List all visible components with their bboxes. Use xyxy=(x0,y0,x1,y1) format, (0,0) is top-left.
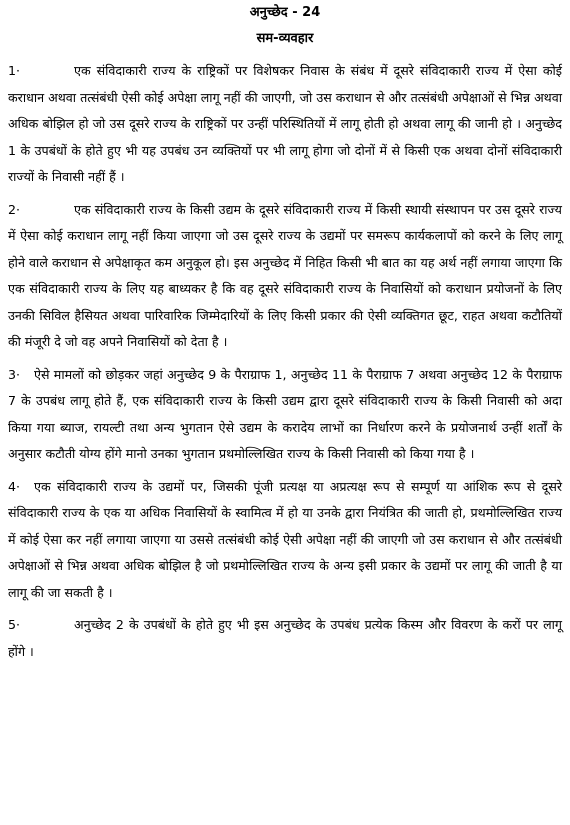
paragraph-number: 3· xyxy=(8,366,21,382)
paragraph-1 xyxy=(8,58,562,191)
paragraph-text: एक संविदाकारी राज्य के उद्यमों पर, जिसकी पूंजी प्रत्यक्ष या अप्रत्यक्ष रूप से सम्पूर्ण या आंशिक रूप से दूसरे संविदाकारी राज्य के एक या अधिक निवासियों के स्वामित्व में हो या उनके द्वारा नियंत्रित की जाती हो, प्रथमोल्लिखित राज्य में कोई ऐसा कर नहीं लगाया जाएगा या उससे तत्संबंधी कोई ऐसी अपेक्षा नहीं की जाएगी जो उस कराधान से और तत्संबंधी अपेक्षाओं से भिन्न अथवा अधिक बोझिल है जो प्रथमोल्लिखित राज्य के अन्य इसी प्रकार के उद्यमों पर लागू की जाती है या लागू की जा सकती है । xyxy=(8,478,562,600)
paragraph-number: 1· xyxy=(8,63,21,78)
paragraph-4 xyxy=(8,474,562,607)
paragraph-5 xyxy=(8,612,562,665)
paragraph-number: 2· xyxy=(8,201,21,217)
paragraph-text: एक संविदाकारी राज्य के किसी उद्यम के दूसरे संविदाकारी राज्य में किसी स्थायी संस्थापन पर उस दूसरे राज्य में ऐसा कोई कराधान लागू नहीं किया जाएगा जो उस दूसरे राज्य के उद्यमों पर समरूप कार्यकलापों को करने के लिए लागू होने वाले कराधान से अपेक्षाकृत कम अनुकूल हो। इस अनुच्छेद में निहित किसी भी बात का यह अर्थ नहीं लगाया जाएगा कि एक संविदाकारी राज्य के लिए यह बाध्यकर है कि वह दूसरे संविदाकारी राज्य के निवासियों को कराधान प्रयोजनों के लिए उनकी सिविल हैसियत अथवा पारिवारिक जिम्मेदारियों के लिए किसी प्रकार की ऐसी व्यक्तिगत छूट, राहत अथवा कटौतियों की मंजूरी दे जो वह अपने निवासियों को देता है । xyxy=(8,201,562,349)
paragraph-text: एक संविदाकारी राज्य के राष्ट्रिकों पर विशेषकर निवास के संबंध में दूसरे संविदाकारी राज्य में ऐसा कोई कराधान अथवा तत्संबंधी ऐसी कोई अपेक्षा लागू नहीं की जाएगी, जो उस कराधान से और तत्संबंधी अपेक्षाओं से भिन्न अथवा अधिक बोझिल हो जो उस दूसरे राज्य के राष्ट्रिकों पर उन्हीं परिस्थितियों में लागू होती हो अथवा लागू की जानी हो । अनुच्छेद 1 के उपबंधों के होते हुए भी यह उपबंध उन व्यक्तियों पर भी लागू होगा जो दोनों में से किसी एक अथवा दोनों संविदाकारी राज्यों के निवासी नहीं हैं । xyxy=(8,63,562,184)
paragraph-number: 5· xyxy=(8,617,21,632)
article-title: सम-व्यवहार xyxy=(256,31,314,46)
paragraph-text: ऐसे मामलों को छोड़कर जहां अनुच्छेद 9 के पैराग्राफ 1, अनुच्छेद 11 के पैराग्राफ 7 अथवा अनुच्छेद 12 के पैराग्राफ 7 के उपबंध लागू होते हैं, एक संविदाकारी राज्य के किसी उद्यम द्वारा दूसरे संविदाकारी राज्य के किसी निवासी को अदा किया गया ब्याज, रायल्टी तथा अन्य भुगतान ऐसे उद्यम के करादेय लाभों का निर्धारण करने के प्रयोजनार्थ उन्हीं शर्तों के अनुसार कटौती योग्य होंगे मानो उनका भुगतान प्रथमोल्लिखित राज्य के किसी निवासी को किया गया है । xyxy=(8,366,562,461)
paragraph-number: 4· xyxy=(8,478,21,494)
paragraph-2 xyxy=(8,197,562,356)
paragraph-3 xyxy=(8,362,562,468)
article-heading: अनुच्छेद - 24 xyxy=(249,5,321,20)
paragraph-text: अनुच्छेद 2 के उपबंधों के होते हुए भी इस अनुच्छेद के उपबंध प्रत्येक किस्म और विवरण के करों पर लागू होंगे । xyxy=(8,617,562,659)
